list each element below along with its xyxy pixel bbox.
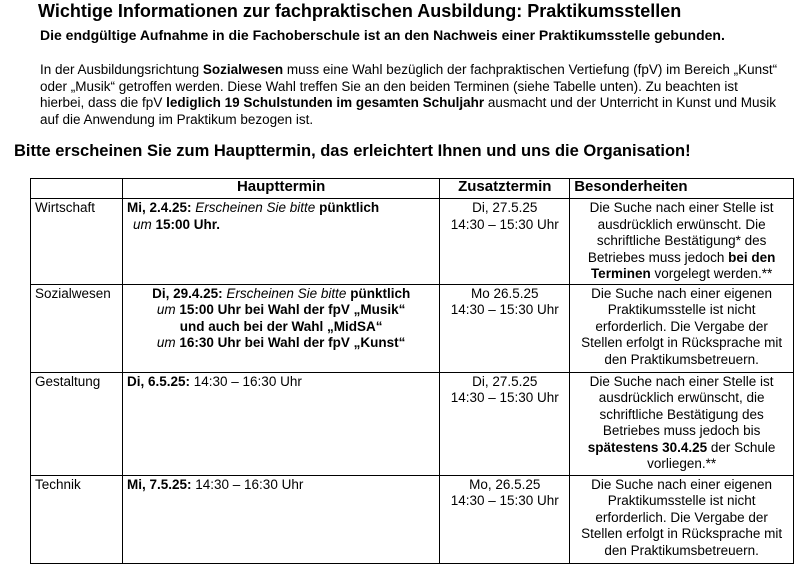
emph: pünktlich [319,200,380,215]
intro-bold: lediglich 19 Schulstunden im gesamten Schuljahr [166,95,485,110]
text: Die Suche nach einer Stelle ist ausdrücklich erwünscht, die schriftliche Bestätigung des Betriebes muss jedoch bis [589,373,774,438]
cell-besonderheiten [570,199,794,285]
emph: pünktlich [350,285,411,301]
note: Erscheinen Sie bitte [222,285,351,301]
text: der Schule vorliegen.** [647,439,776,471]
date: Mi, 7.5.25: [126,476,192,492]
emph: 15:00 Uhr. [155,216,221,232]
table-header-row [31,179,794,199]
cell-haupttermin [122,372,439,475]
table-row [31,475,794,563]
cell-besonderheiten [570,372,794,475]
emph: bei den Terminen [590,249,776,281]
cell-haupttermin [122,284,439,372]
cell-bereich: Technik [31,475,123,563]
emph: spätestens 30.4.25 [587,439,708,455]
cell-zusatztermin: Di, 27.5.25 14:30 – 15:30 Uhr [440,372,570,475]
page-subtitle: Die endgültige Aufnahme in die Fachoberschule ist an den Nachweis einer Praktikumsstelle gebunden. [40,27,725,43]
emph: 15:00 Uhr bei Wahl der fpV „Musik“ [179,302,406,317]
note: um [132,216,156,232]
cell-bereich: Wirtschaft [31,199,123,285]
cell-besonderheiten: Die Suche nach einer eigenen Praktikumsstelle ist nicht erforderlich. Die Vergabe der Stellen erfolgt in Rücksprache mit den Praktikumsbetreuern. [570,284,794,372]
note: um [156,335,180,350]
callout-heading: Bitte erscheinen Sie zum Haupttermin, das erleichtert Ihnen und uns die Organisation! [14,142,691,160]
cell-haupttermin [122,199,439,285]
table-row [31,199,794,285]
header-zusatztermin: Zusatztermin [440,179,570,199]
intro-text: ausmacht und der Unterricht in Kunst und Musik auf die Anwendung im Praktikum bezogen ist. [40,95,777,127]
cell-zusatztermin: Di, 27.5.25 14:30 – 15:30 Uhr [440,199,570,285]
header-besonderheiten: Besonderheiten [570,179,794,199]
note: um [156,302,180,317]
page-title: Wichtige Informationen zur fachpraktischen Ausbildung: Praktikumsstellen [38,1,682,21]
date: Di, 6.5.25: [126,373,190,389]
header-bereich [31,179,123,199]
header-haupttermin: Haupttermin [122,179,439,199]
cell-bereich: Gestaltung [31,372,123,475]
date: Mi, 2.4.25: [126,200,192,215]
note: Erscheinen Sie bitte [191,200,320,215]
time: 14:30 – 16:30 Uhr [190,373,302,389]
schedule-table [30,178,794,564]
emph: und auch bei der Wahl „MidSA“ [179,318,383,334]
table-row [31,372,794,475]
date: Di, 29.4.25: [152,285,223,301]
text: vorgelegt werden.** [650,266,773,281]
cell-bereich: Sozialwesen [31,284,123,372]
intro-bold: Sozialwesen [202,62,284,77]
intro-text: In der Ausbildungsrichtung [40,62,203,77]
emph: 16:30 Uhr bei Wahl der fpV „Kunst“ [179,335,406,350]
intro-paragraph [40,62,780,128]
cell-besonderheiten: Die Suche nach einer eigenen Praktikumsstelle ist nicht erforderlich. Die Vergabe der Stellen erfolgt in Rücksprache mit den Praktikumsbetreuern. [570,475,794,563]
table-row [31,284,794,372]
cell-zusatztermin: Mo, 26.5.25 14:30 – 15:30 Uhr [440,475,570,563]
text: Die Suche nach einer Stelle ist ausdrücklich erwünscht. Die schriftliche Bestätigung* des Betriebes muss jedoch [587,200,774,265]
cell-zusatztermin: Mo 26.5.25 14:30 – 15:30 Uhr [440,284,570,372]
intro-text: muss eine Wahl bezüglich der fachpraktischen Vertiefung (fpV) im Bereich „Kunst“ oder „Musik“ getroffen werden. Diese Wahl treffen Sie an den beiden Terminen (siehe Tabelle unten). Zu beachten ist hierbei, dass die fpV [40,62,778,110]
cell-haupttermin [122,475,439,563]
time: 14:30 – 16:30 Uhr [191,476,304,492]
